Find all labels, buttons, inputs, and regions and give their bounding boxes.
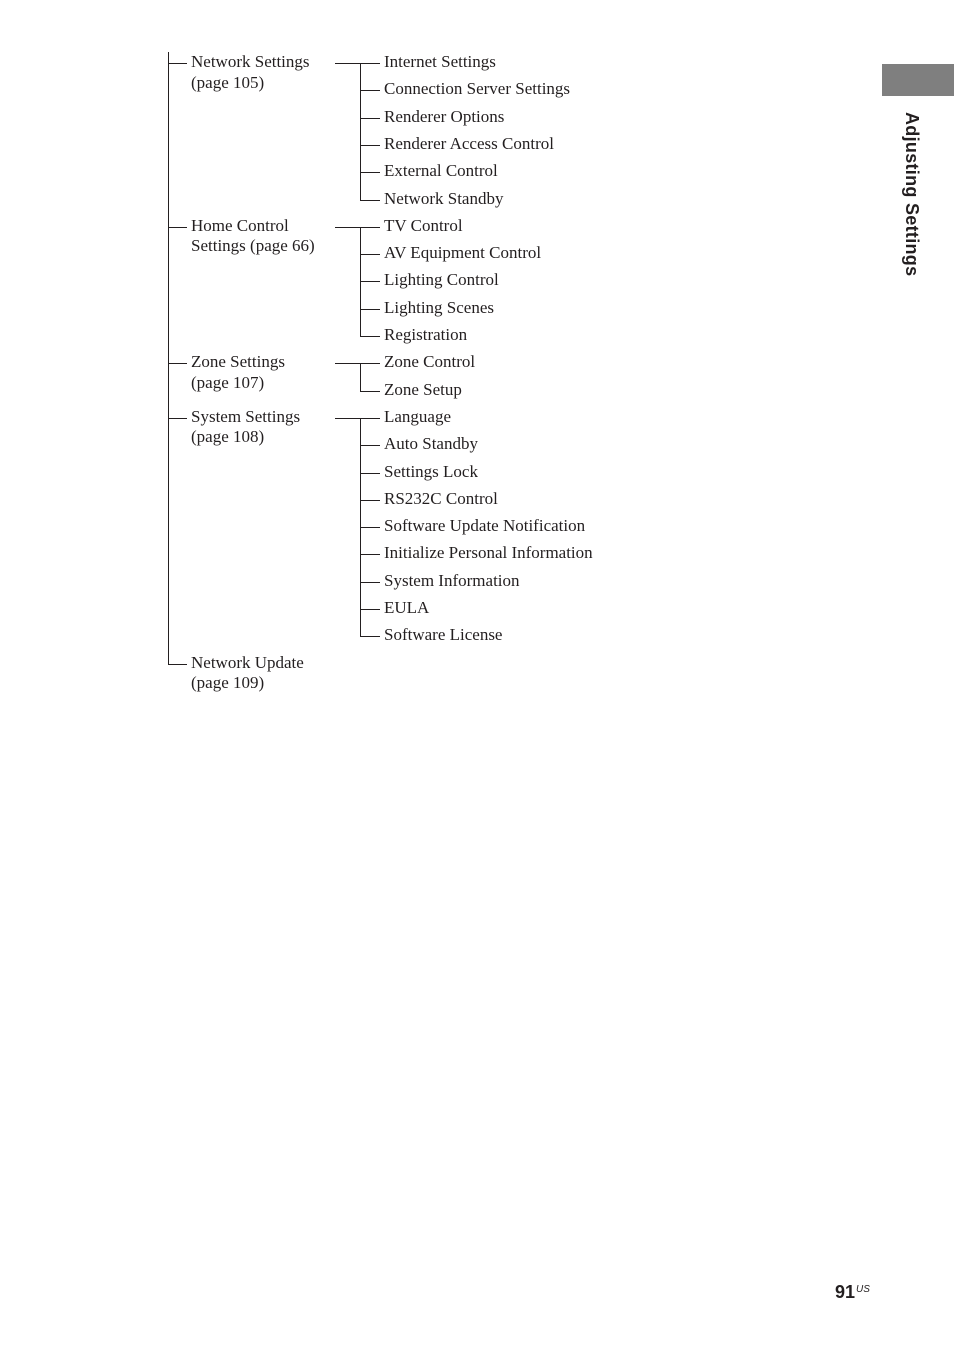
child-connector [360, 473, 380, 474]
menu-category-label: Home Control Settings (page 66) [191, 215, 315, 256]
menu-category-label: Network Update (page 109) [191, 652, 304, 693]
menu-item-label: Software Update Notification [384, 516, 586, 536]
child-connector [360, 391, 380, 392]
child-connector [360, 554, 380, 555]
menu-item-label: EULA [384, 598, 430, 617]
category-connector [168, 664, 187, 665]
child-connector [360, 336, 380, 337]
menu-item-label: Registration [384, 325, 468, 344]
child-connector [360, 609, 380, 610]
child-connector [360, 90, 380, 91]
category-branch [335, 363, 380, 364]
category-branch [335, 418, 380, 419]
menu-item-label: Lighting Scenes [384, 297, 495, 317]
child-connector [360, 636, 380, 637]
menu-item-label: Software License [384, 625, 503, 645]
category-connector [168, 227, 187, 228]
menu-category-label: Zone Settings (page 107) [191, 352, 285, 392]
children-spine [360, 363, 361, 391]
child-connector [360, 527, 380, 528]
page-number [835, 1282, 870, 1303]
menu-item-label: Language [384, 406, 452, 426]
child-connector [360, 172, 380, 173]
menu-item-label: Connection Server Settings [384, 79, 571, 99]
category-branch [335, 227, 380, 228]
menu-item-label: Network Standby [384, 188, 504, 208]
child-connector [360, 254, 380, 255]
menu-item-label: TV Control [384, 215, 463, 235]
child-connector [360, 145, 380, 146]
menu-item-label: Lighting Control [384, 270, 499, 290]
category-connector [168, 418, 187, 419]
menu-item-label: Zone Setup [384, 379, 462, 399]
menu-item-label: RS232C Control [384, 488, 498, 508]
menu-item-label: System Information [384, 570, 520, 590]
section-tab-marker [882, 64, 954, 96]
page-number-value: 91 [835, 1282, 856, 1302]
child-connector [360, 582, 380, 583]
menu-item-label: Zone Control [384, 352, 476, 372]
menu-item-label: Settings Lock [384, 461, 478, 481]
menu-item-label: AV Equipment Control [384, 243, 542, 263]
child-connector [360, 445, 380, 446]
child-connector [360, 500, 380, 501]
menu-item-label: External Control [384, 161, 498, 181]
menu-item-label: Internet Settings [384, 52, 496, 71]
menu-item-label: Initialize Personal Information [384, 543, 593, 563]
category-connector [168, 363, 187, 364]
root-spine [168, 52, 169, 665]
page-number-suffix: US [856, 1284, 870, 1295]
menu-item-label: Auto Standby [384, 434, 478, 454]
menu-category-label: System Settings (page 108) [191, 406, 301, 447]
category-connector [168, 63, 187, 64]
children-spine [360, 63, 361, 201]
menu-category-label: Network Settings (page 105) [191, 52, 310, 92]
child-connector [360, 281, 380, 282]
section-title: Adjusting Settings [902, 112, 922, 277]
menu-item-label: Renderer Access Control [384, 133, 554, 153]
child-connector [360, 309, 380, 310]
category-branch [335, 63, 380, 64]
menu-item-label: Renderer Options [384, 106, 505, 126]
child-connector [360, 200, 380, 201]
child-connector [360, 118, 380, 119]
